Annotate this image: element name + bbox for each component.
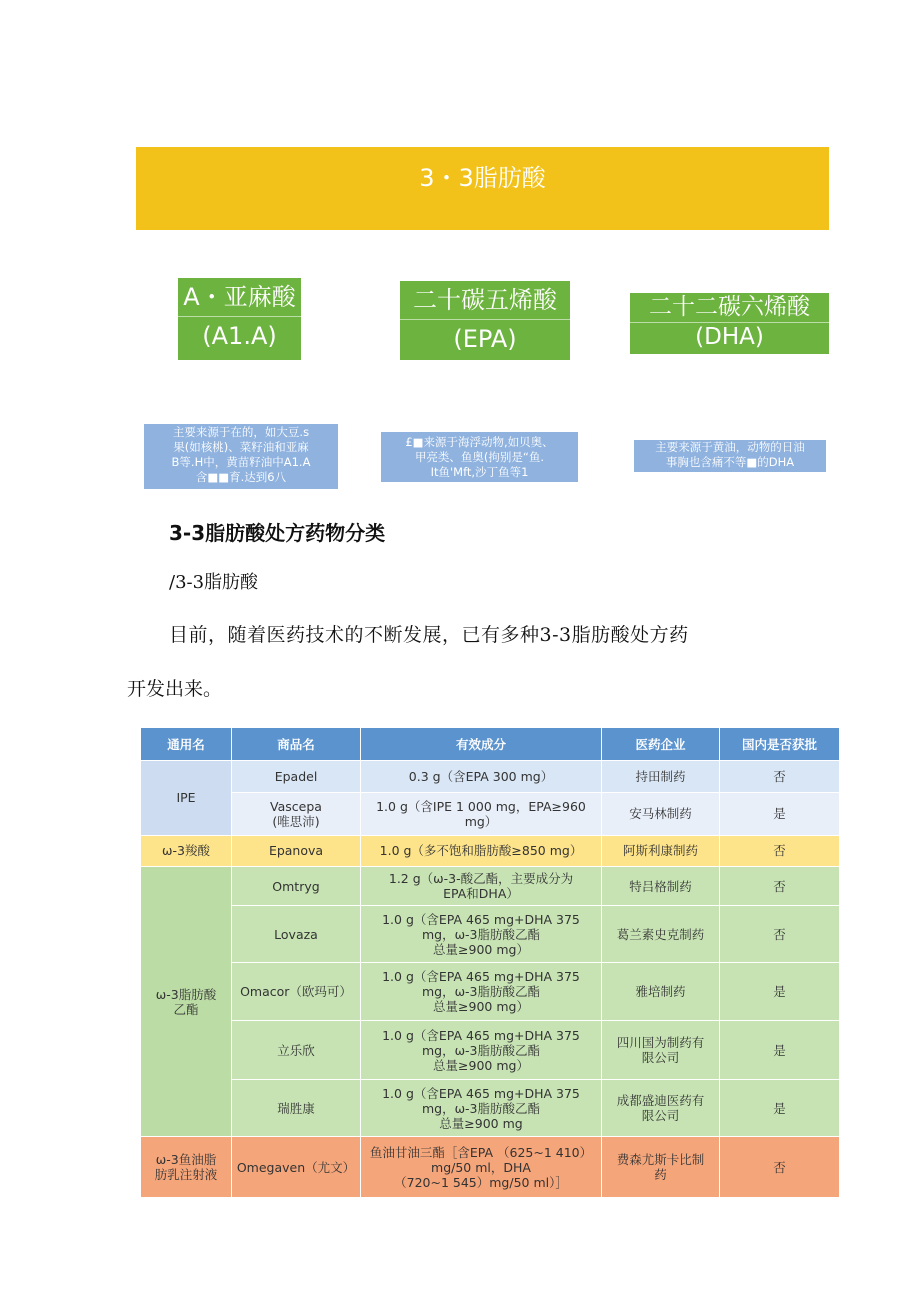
table-row [141,793,840,835]
dha-name: 二十二碳六烯酸 [649,294,810,320]
group-ester [141,866,232,1136]
table-row [141,835,840,866]
brand-cell: Lovaza [232,906,361,963]
approved-cell: 否 [720,761,840,793]
approved-cell: 是 [720,1079,840,1137]
table-row [141,1021,840,1080]
ingredient-cell: 0.3 g（含EPA 300 mg） [361,761,602,793]
header-company: 医药企业 [602,728,720,761]
brand-cell: 立乐欣 [232,1021,361,1080]
source-line: 含■■育.达到6八 [195,470,287,484]
source-line: £■来源于海浮动物,如贝奥、 [405,435,554,449]
group-w3-acid: ω-3羧酸 [141,835,232,866]
ingredient-cell: 1.0 g（多不饱和脂肪酸≥850 mg） [361,835,602,866]
table-header-row [141,728,840,761]
approved-cell: 是 [720,793,840,835]
drug-classification-table [140,727,840,1198]
brand-cell: Vascepa (唯思沛) [232,793,361,835]
section-heading: 3-3脂肪酸处方药物分类 [169,521,386,545]
header-generic-name: 通用名 [141,728,232,761]
dha-abbr: (DHA) [695,324,764,350]
source-line: 事胸也含痛不等■的DHA [665,455,795,469]
company-cell: 费森尤斯卡比制 药 [602,1137,720,1198]
group-fish-line: 肪乳注射液 [154,1167,218,1183]
header-ingredient: 有效成分 [361,728,602,761]
approved-cell: 否 [720,1137,840,1198]
source-line: It鱼'Mft,沙丁鱼等1 [430,465,529,479]
source-line: 果(如核桃)、菜籽油和亚麻 [173,440,309,454]
header-approved: 国内是否获批 [720,728,840,761]
table-row [141,866,840,905]
header-brand-name: 商品名 [232,728,361,761]
company-cell: 雅培制药 [602,962,720,1021]
ingredient-cell: 1.0 g（含EPA 465 mg+DHA 375 mg，ω-3脂肪酸乙酯 总量≥900 mg） [361,906,602,963]
table-row [141,962,840,1021]
ala-abbr: (A1.A) [202,322,277,350]
group-ester-line: ω-3脂肪酸 [155,986,217,1002]
dha-source-box [634,440,826,472]
source-line: 主要来源于黄油，动物的日油 [655,440,805,454]
group-fish-line: ω-3鱼油脂 [155,1152,217,1168]
group-ipe: IPE [141,761,232,836]
table-row [141,1137,840,1198]
brand-cell: Omacor（欧玛可） [232,962,361,1021]
ala-name: A・亚麻酸 [183,283,296,311]
epa-source-box [381,432,578,482]
company-cell: 四川国为制药有 限公司 [602,1021,720,1080]
company-cell: 葛兰素史克制药 [602,906,720,963]
table-row [141,1079,840,1137]
paragraph-line-1: 目前，随着医药技术的不断发展，已有多种3-3脂肪酸处方药 [169,624,689,646]
paragraph-line-2: 开发出来。 [127,678,223,700]
approved-cell: 是 [720,1021,840,1080]
source-line: B等.H中，黄苗籽油中A1.A [171,455,311,469]
epa-box [400,281,570,360]
approved-cell: 否 [720,835,840,866]
ala-source-box [144,424,338,489]
ingredient-cell: 1.0 g（含IPE 1 000 mg，EPA≥960 mg） [361,793,602,835]
brand-cell: 瑞胜康 [232,1079,361,1137]
ala-box [178,278,301,360]
company-cell: 阿斯利康制药 [602,835,720,866]
banner-title: 3・3脂肪酸 [419,164,546,192]
company-cell: 成都盛迪医药有 限公司 [602,1079,720,1137]
brand-cell: Epanova [232,835,361,866]
source-line: 甲亮类、鱼奥(拘别是“鱼. [414,450,545,464]
ingredient-cell: 鱼油甘油三酯［含EPA （625~1 410） mg/50 ml，DHA （720~1 545）mg/50 ml）］ [361,1137,602,1198]
brand-cell: Epadel [232,761,361,793]
approved-cell: 否 [720,866,840,905]
brand-cell: Omegaven（尤文） [232,1137,361,1198]
group-ester-line: 乙酯 [173,1001,199,1017]
company-cell: 特吕格制药 [602,866,720,905]
table-row [141,761,840,793]
brand-cell: Omtryg [232,866,361,905]
source-line: 主要来源于在的，如大豆.s [172,425,310,439]
approved-cell: 是 [720,962,840,1021]
ingredient-cell: 1.0 g（含EPA 465 mg+DHA 375 mg，ω-3脂肪酸乙酯 总量≥900 mg） [361,1021,602,1080]
omega3-banner [136,147,829,230]
table-row [141,906,840,963]
ingredient-cell: 1.2 g（ω-3-酸乙酯，主要成分为 EPA和DHA） [361,866,602,905]
group-fish-oil [141,1137,232,1198]
company-cell: 持田制药 [602,761,720,793]
dha-box [630,293,829,354]
epa-name: 二十碳五烯酸 [413,286,557,314]
approved-cell: 否 [720,906,840,963]
company-cell: 安马林制药 [602,793,720,835]
ingredient-cell: 1.0 g（含EPA 465 mg+DHA 375 mg，ω-3脂肪酸乙酯 总量≥900 mg） [361,962,602,1021]
ingredient-cell: 1.0 g（含EPA 465 mg+DHA 375 mg，ω-3脂肪酸乙酯 总量≥900 mg [361,1079,602,1137]
epa-abbr: (EPA) [453,325,517,353]
subheading: /3-3脂肪酸 [169,572,259,593]
